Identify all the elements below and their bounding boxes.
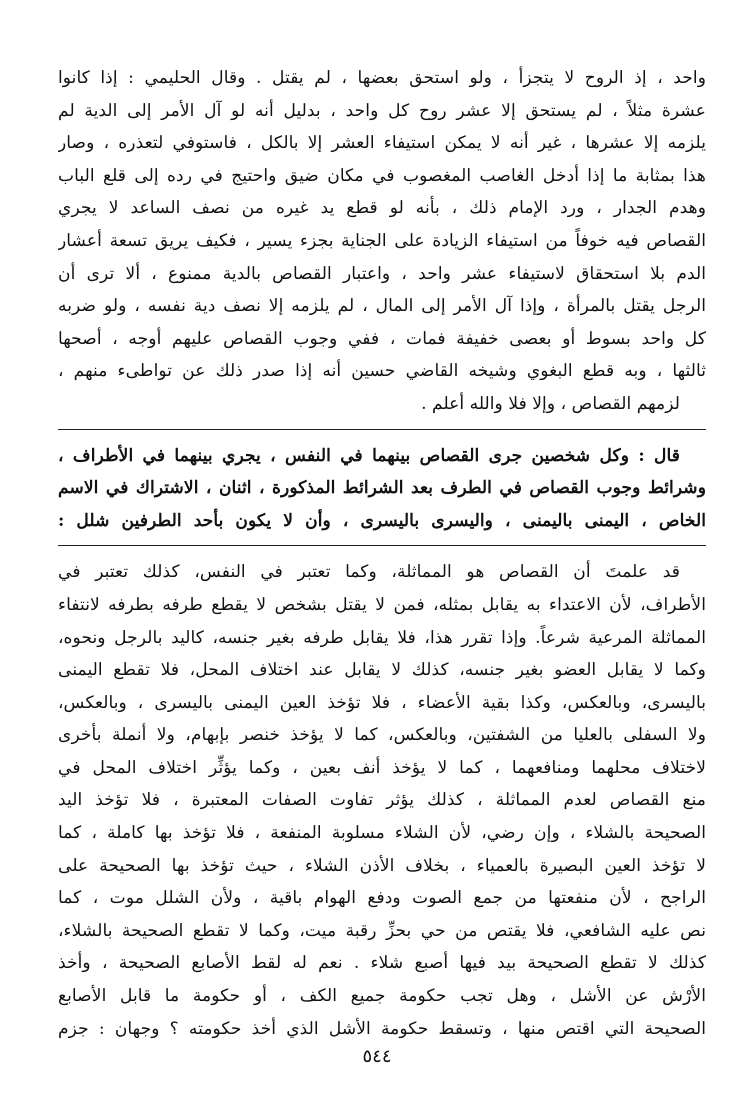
text-line: ثالثها ، وبه قطع البغوي وشيخه القاضي حسين أنه إذا صدر ذلك عن تواطىء منهم ، xyxy=(58,361,706,382)
text-line: باليسرى، وبالعكس، وكذا بقية الأعضاء ، فلا تؤخذ العين اليمنى باليسرى ، وبالعكس، xyxy=(58,692,706,713)
text-line: قال : وكل شخصين جرى القصاص بينهما في النفس ، يجري بينهما في الأطراف ، xyxy=(58,445,680,466)
text-line: كل واحد بسوط أو بعصى خفيفة فمات ، ففي وجوب القصاص عليهم أوجه ، أصحها xyxy=(58,328,706,349)
paragraph-1 xyxy=(58,62,706,421)
text-line: الراجح ، لأن منفعتها من جمع الصوت ودفع الهوام باقية ، ولأن الشلل موت ، كما xyxy=(58,888,706,909)
text-line: واحد ، إذ الروح لا يتجزأ ، ولو استحق بعضها ، لم يقتل . وقال الحليمي : إذا كانوا xyxy=(58,68,706,88)
section-divider xyxy=(58,429,706,430)
text-line: الخاص ، اليمنى باليمنى ، واليسرى باليسرى ، وأن لا يكون بأحد الطرفين شلل : xyxy=(58,510,706,531)
text-line: الصحيحة التي اقتص منها ، وتسقط حكومة الأشل الذي أخذ حكومته ؟ وجهان : جزم xyxy=(58,1018,706,1039)
page-body xyxy=(58,62,706,1045)
paragraph-3 xyxy=(58,556,706,1045)
text-line: ولا السفلى بالعليا من الشفتين، وبالعكس، كما لا يؤخذ خنصر بإبهام، ولا أنملة بأخرى xyxy=(58,725,706,746)
paragraph-2-matn xyxy=(58,440,706,538)
text-line: وكما لا يقابل العضو بغير جنسه، كذلك لا يقابل عند اختلاف المحل، فلا تقطع اليمنى xyxy=(58,660,706,681)
text-line: هذا بمثابة ما إذا أدخل الغاصب المغصوب في مكان ضيق واحتيج في رده إلى قلع الباب xyxy=(58,165,706,186)
text-line: الأطراف، لأن الاعتداء به يقابل بمثله، فمن لا يقتل بشخص لا يقطع طرفه بطرفه لانتفاء xyxy=(58,594,706,615)
text-line: الأرْش عن الأشل ، وهل تجب حكومة جميع الكف ، أو حكومة ما قابل الأصابع xyxy=(58,986,706,1007)
text-line: المماثلة المرعية شرعاً. وإذا تقرر هذا، فلا يقابل طرفه بغير جنسه، كاليد بالرجل ونحوه، xyxy=(58,627,706,648)
text-line: الدم بلا استحقاق لاستيفاء عشر واحد ، واعتبار القصاص بالدية ممنوع ، ألا ترى أن xyxy=(58,263,706,284)
text-line: منع القصاص لعدم المماثلة ، كذلك يؤثر تفاوت الصفات المعتبرة ، فلا تؤخذ اليد xyxy=(58,790,706,811)
page-number: ٥٤٤ xyxy=(362,1046,392,1067)
text-line: لا تؤخذ العين البصيرة بالعمياء ، بخلاف الأذن الشلاء ، حيث تؤخذ بها الصحيحة على xyxy=(58,855,706,876)
text-line: الرجل يقتل بالمرأة ، وإذا آل الأمر إلى المال ، لم يلزمه إلا نصف دية نفسه ، ولو ضربه xyxy=(58,296,706,317)
section-divider xyxy=(58,545,706,546)
text-line: القصاص فيه خوفاً من استيفاء الزيادة على الجناية بجزء يسير ، فكيف يريق تسعة أعشار xyxy=(58,230,706,251)
text-line: وشرائط وجوب القصاص في الطرف بعد الشرائط المذكورة ، اثنان ، الاشتراك في الاسم xyxy=(58,478,706,499)
text-line: الصحيحة بالشلاء ، وإن رضي، لأن الشلاء مسلوبة المنفعة ، فلا تؤخذ بها كاملة ، كما xyxy=(58,823,706,844)
text-line: قد علمتَ أن القصاص هو المماثلة، وكما تعتبر في النفس، كذلك تعتبر في xyxy=(58,562,680,583)
text-line: وهدم الجدار ، ورد الإمام ذلك ، بأنه لو قطع يد غيره من نصف الساعد لا يجري xyxy=(58,198,706,219)
text-line: لاختلاف محلهما ومنافعهما ، كما لا يؤخذ أنف بعين ، وكما يؤثِّر اختلاف المحل في xyxy=(58,757,706,778)
text-line: كذلك لا تقطع الصحيحة بيد فيها أصبع شلاء . نعم له لقط الأصابع الصحيحة ، وأخذ xyxy=(58,953,706,974)
text-line: يلزمه إلا عشرها ، غير أنه لا يمكن استيفاء العشر إلا بالكل ، فاستوفي لتعذره ، وصار xyxy=(58,133,706,154)
text-line: نص عليه الشافعي، فلا يقتص من حي بحزِّ رقبة ميت، وكما لا تقطع الصحيحة بالشلاء، xyxy=(58,920,706,941)
text-line: لزمهم القصاص ، وإلا فلا والله أعلم . xyxy=(421,393,680,414)
text-line: عشرة مثلاً ، لم يستحق إلا عشر روح كل واحد ، بدليل أنه لو آل الأمر إلى الدية لم xyxy=(58,100,706,121)
